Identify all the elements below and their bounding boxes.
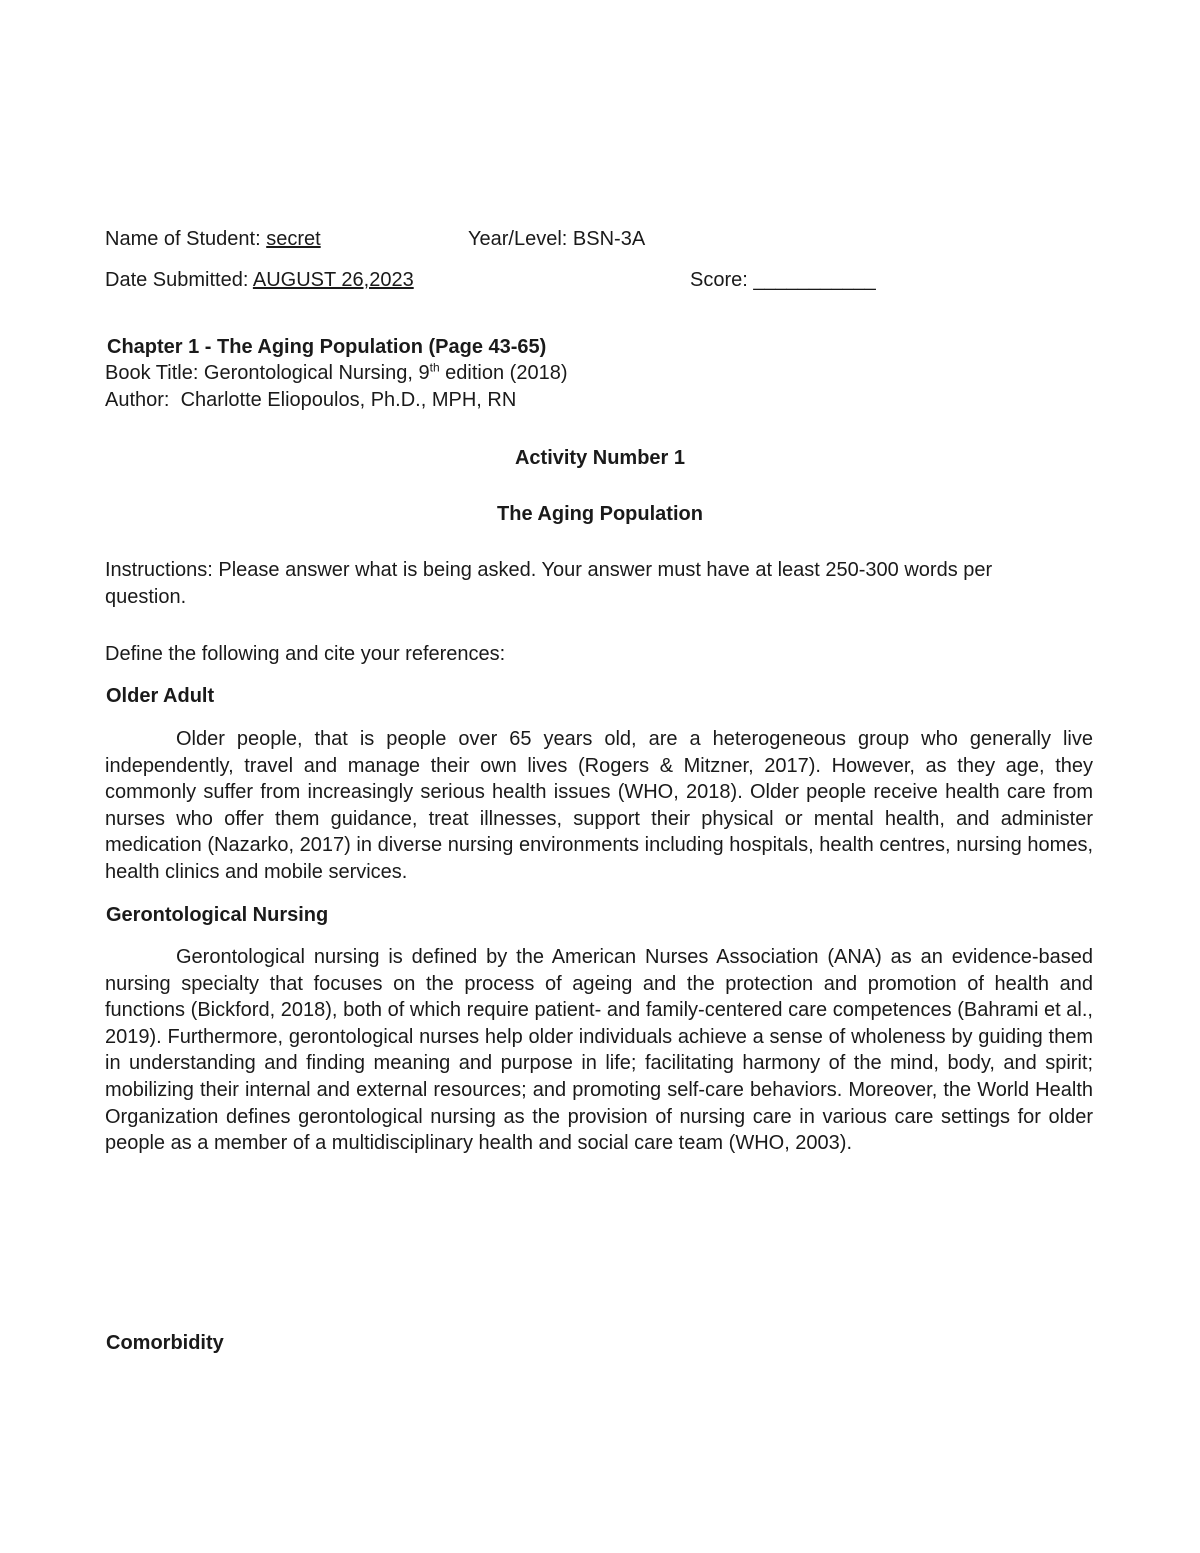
year-level-value: BSN-3A (572, 228, 646, 250)
date-submitted-label: Date Submitted: (105, 269, 253, 291)
gerontological-nursing-paragraph: Gerontological nursing is defined by the American Nurses Association (ANA) as an evidence-based nursing specialty that focuses on the process of ageing and the protection and promotion of health and functions (Bickford, 2018), both of which require patient- and family-centered care competences (Bahrami et al., 2019). Furthermore, gerontological nurses help older individuals achieve a sense of wholeness by guiding them in understanding and finding meaning and purpose in life; facilitating harmony of the mind, body, and spirit; mobilizing their internal and external resources; and promoting self-care behaviors. Moreover, the World Health Organization defines gerontological nursing as the provision of nursing care in various care settings for older people as a member of a multidisciplinary health and social care team (WHO, 2003). (105, 946, 1093, 1155)
score-label: Score: (690, 269, 754, 291)
score-line (690, 267, 876, 293)
student-name-value: secret (266, 228, 321, 250)
date-submitted-line (105, 267, 414, 293)
book-title-edition-sup: th (429, 360, 440, 375)
older-adult-heading: Older Adult (106, 685, 215, 707)
book-title-prefix: Book Title: Gerontological Nursing, 9 (105, 362, 430, 384)
chapter-title: Chapter 1 - The Aging Population (Page 43-65) (107, 336, 547, 358)
define-prompt: Define the following and cite your references: (105, 643, 506, 665)
gerontological-nursing-heading: Gerontological Nursing (106, 904, 329, 926)
older-adult-paragraph: Older people, that is people over 65 years old, are a heterogeneous group who generally live independently, travel and manage their own lives (Rogers & Mitzner, 2017). However, as they age, they commonly suffer from increasingly serious health issues (WHO, 2018). Older people receive health care from nurses who offer them guidance, treat illnesses, support their physical or mental health, and administer medication (Nazarko, 2017) in diverse nursing environments including hospitals, health centres, nursing homes, health clinics and mobile services. (105, 728, 1093, 883)
author-line: Author: Charlotte Eliopoulos, Ph.D., MPH, RN (105, 389, 517, 411)
year-level-line (468, 226, 645, 252)
book-title-suffix: edition (2018) (439, 362, 568, 384)
book-title (105, 360, 568, 386)
activity-number: Activity Number 1 (514, 447, 686, 469)
date-submitted-value: AUGUST 26,2023 (252, 269, 414, 291)
score-value: ___________ (753, 269, 876, 291)
year-level-label: Year/Level: (468, 228, 573, 250)
comorbidity-heading: Comorbidity (106, 1332, 224, 1354)
activity-title: The Aging Population (497, 503, 703, 525)
student-name-line (105, 226, 321, 252)
instructions-text: Instructions: Please answer what is being asked. Your answer must have at least 250-300 words per question. (105, 559, 993, 608)
student-name-label: Name of Student: (105, 228, 267, 250)
